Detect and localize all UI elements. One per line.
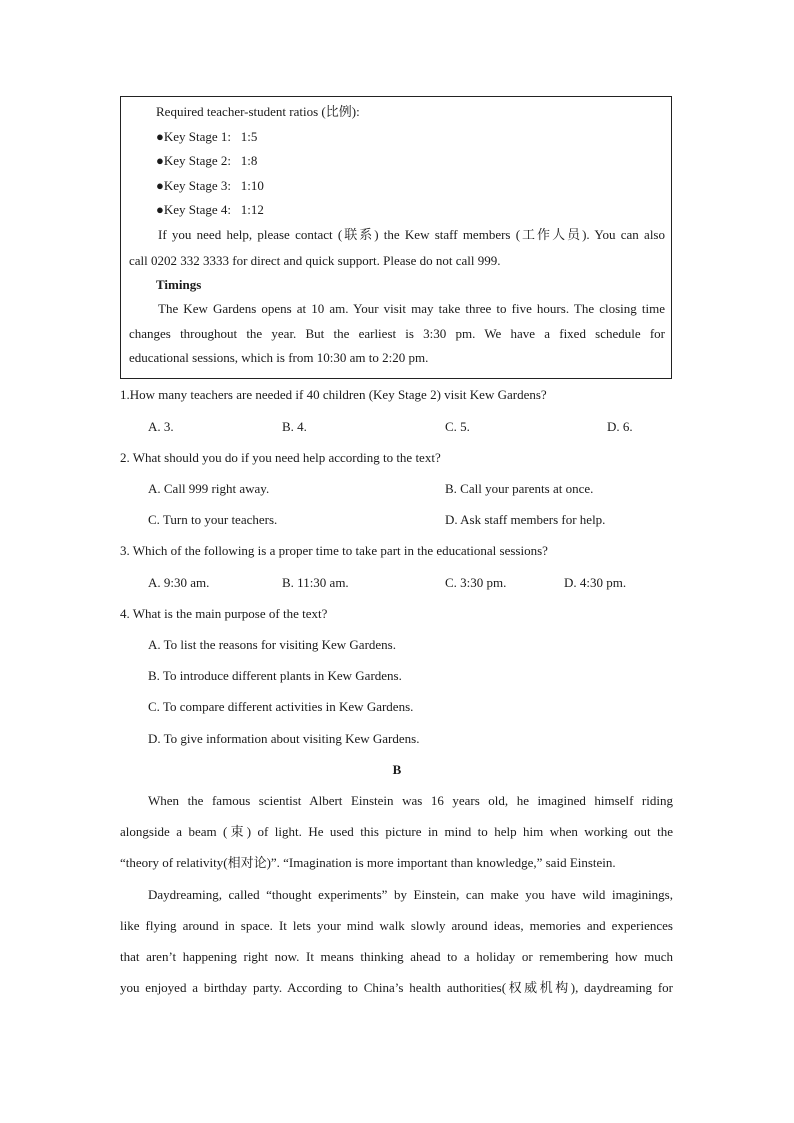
bullet-icon: ● (156, 178, 164, 193)
bullet-icon: ● (156, 153, 164, 168)
bullet-icon: ● (156, 129, 164, 144)
passage-line: Daydreaming, called “thought experiments” by Einstein, can make you have wild imaginings, (148, 887, 673, 902)
option-3d: D. 4:30 pm. (564, 575, 627, 590)
timings-line: changes throughout the year. But the earliest is 3:30 pm. We have a fixed schedule for (129, 326, 665, 341)
passage-line: When the famous scientist Albert Einstein was 16 years old, he imagined himself riding (148, 793, 673, 808)
option-4d: D. To give information about visiting Kew Gardens. (148, 731, 420, 746)
section-label: B (392, 762, 402, 777)
question-3: 3. Which of the following is a proper time to take part in the educational sessions? (120, 543, 548, 558)
passage-line: alongside a beam (束) of light. He used this picture in mind to help him when working out the (120, 824, 673, 839)
option-3b: B. 11:30 am. (282, 575, 349, 590)
bullet-icon: ● (156, 202, 164, 217)
option-1b: B. 4. (282, 419, 307, 434)
question-2: 2. What should you do if you need help according to the text? (120, 450, 441, 465)
help-line: If you need help, please contact (联系) the Kew staff members (工作人员). You can also (158, 227, 665, 242)
ratio-item: ●Key Stage 2: 1:8 (156, 153, 258, 168)
ratio-heading: Required teacher-student ratios (比例): (156, 104, 360, 119)
option-2a: A. Call 999 right away. (148, 481, 270, 496)
timings-line: educational sessions, which is from 10:30 am to 2:20 pm. (129, 350, 429, 365)
option-3a: A. 9:30 am. (148, 575, 210, 590)
ratio-item: ●Key Stage 1: 1:5 (156, 129, 258, 144)
passage-line: that aren’t happening right now. It means thinking ahead to a holiday or remembering how much (120, 949, 673, 964)
question-1: 1.How many teachers are needed if 40 children (Key Stage 2) visit Kew Gardens? (120, 387, 547, 402)
timings-heading: Timings (156, 277, 202, 292)
help-line: call 0202 332 3333 for direct and quick support. Please do not call 999. (129, 253, 501, 268)
passage-line: like flying around in space. It lets your mind walk slowly around ideas, memories and experiences (120, 918, 673, 933)
option-4b: B. To introduce different plants in Kew Gardens. (148, 668, 402, 683)
option-4a: A. To list the reasons for visiting Kew Gardens. (148, 637, 396, 652)
option-2b: B. Call your parents at once. (445, 481, 594, 496)
option-2d: D. Ask staff members for help. (445, 512, 606, 527)
option-4c: C. To compare different activities in Kew Gardens. (148, 699, 414, 714)
option-1c: C. 5. (445, 419, 470, 434)
notice-box (120, 96, 672, 379)
passage-line: you enjoyed a birthday party. According to China’s health authorities(权威机构), daydreaming for (120, 980, 673, 995)
timings-line: The Kew Gardens opens at 10 am. Your visit may take three to five hours. The closing time (158, 301, 665, 316)
passage-line: “theory of relativity(相对论)”. “Imagination is more important than knowledge,” said Einstein. (120, 855, 616, 870)
option-2c: C. Turn to your teachers. (148, 512, 278, 527)
ratio-item: ●Key Stage 3: 1:10 (156, 178, 264, 193)
ratio-item: ●Key Stage 4: 1:12 (156, 202, 264, 217)
option-1a: A. 3. (148, 419, 174, 434)
option-1d: D. 6. (607, 419, 633, 434)
question-4: 4. What is the main purpose of the text? (120, 606, 328, 621)
option-3c: C. 3:30 pm. (445, 575, 507, 590)
